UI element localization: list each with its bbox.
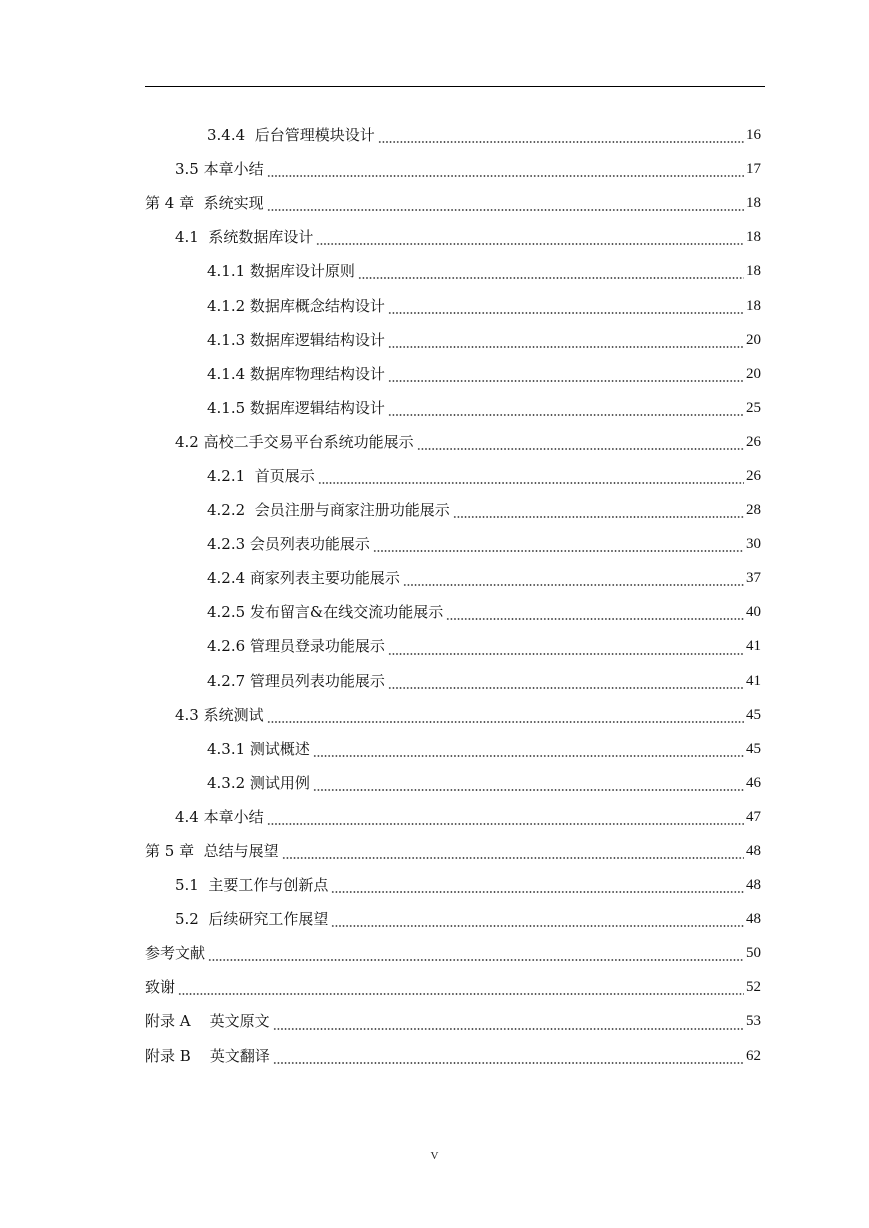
toc-entry[interactable] <box>145 629 761 663</box>
toc-entry-page: 18 <box>746 263 761 280</box>
toc-entry-page: 18 <box>746 297 761 314</box>
toc-entry-page: 48 <box>746 843 761 860</box>
dot-leader <box>403 584 744 586</box>
toc-entry-title: 附录 A 英文原文 <box>145 1012 270 1031</box>
dot-leader <box>313 789 744 791</box>
dot-leader <box>388 380 744 382</box>
toc-entry[interactable] <box>145 425 761 459</box>
toc-entry-title: 4.1.1 数据库设计原则 <box>207 262 355 281</box>
dot-leader <box>378 141 744 143</box>
toc-entry[interactable] <box>145 357 761 391</box>
toc-entry-title: 第 4 章 系统实现 <box>145 194 264 213</box>
toc-entry-title: 4.3.1 测试概述 <box>207 739 310 758</box>
toc-entry-page: 16 <box>746 127 761 144</box>
toc-entry-page: 45 <box>746 706 761 723</box>
dot-leader <box>313 755 744 757</box>
toc-entry[interactable] <box>145 186 761 220</box>
toc-entry-page: 26 <box>746 467 761 484</box>
dot-leader <box>373 550 744 552</box>
toc-entry-page: 47 <box>746 808 761 825</box>
header-rule <box>145 86 765 87</box>
dot-leader <box>208 959 744 961</box>
toc-entry-page: 18 <box>746 195 761 212</box>
toc-entry[interactable] <box>145 288 761 322</box>
toc-entry-title: 4.4 本章小结 <box>175 807 264 826</box>
toc-entry-title: 4.2 高校二手交易平台系统功能展示 <box>175 432 414 451</box>
toc-entry-page: 25 <box>746 399 761 416</box>
dot-leader <box>388 414 744 416</box>
toc-entry[interactable] <box>145 254 761 288</box>
toc-entry-title: 4.3.2 测试用例 <box>207 773 310 792</box>
toc-entry[interactable] <box>145 800 761 834</box>
dot-leader <box>273 1028 744 1030</box>
toc-entry-page: 46 <box>746 774 761 791</box>
dot-leader <box>358 277 744 279</box>
toc-entry-page: 53 <box>746 1013 761 1030</box>
toc-entry-title: 4.1 系统数据库设计 <box>175 228 314 247</box>
toc-entry[interactable] <box>145 936 761 970</box>
toc-entry-page: 37 <box>746 570 761 587</box>
page-number: V <box>430 1150 439 1162</box>
toc-entry[interactable] <box>145 834 761 868</box>
toc-entry-page: 26 <box>746 433 761 450</box>
toc-entry[interactable] <box>145 698 761 732</box>
toc-entry[interactable] <box>145 561 761 595</box>
toc-entry-title: 5.1 主要工作与创新点 <box>175 876 329 895</box>
dot-leader <box>267 823 744 825</box>
toc-entry[interactable] <box>145 1004 761 1038</box>
dot-leader <box>267 721 744 723</box>
toc-entry-page: 41 <box>746 672 761 689</box>
toc-entry-title: 附录 B 英文翻译 <box>145 1046 270 1065</box>
dot-leader <box>282 857 744 859</box>
toc-entry-title: 4.2.4 商家列表主要功能展示 <box>207 569 400 588</box>
toc-entry-title: 4.2.2 会员注册与商家注册功能展示 <box>207 501 450 520</box>
dot-leader <box>318 482 744 484</box>
toc-entry-page: 20 <box>746 331 761 348</box>
toc-entry[interactable] <box>145 220 761 254</box>
toc-entry-page: 41 <box>746 638 761 655</box>
toc-entry-title: 4.1.2 数据库概念结构设计 <box>207 296 385 315</box>
dot-leader <box>417 448 744 450</box>
toc-entry[interactable] <box>145 664 761 698</box>
dot-leader <box>453 516 744 518</box>
dot-leader <box>178 993 744 995</box>
dot-leader <box>331 925 744 927</box>
toc-entry-page: 40 <box>746 604 761 621</box>
table-of-contents <box>145 118 761 1073</box>
toc-entry-title: 3.5 本章小结 <box>175 160 264 179</box>
toc-entry-title: 5.2 后续研究工作展望 <box>175 910 329 929</box>
toc-entry[interactable] <box>145 152 761 186</box>
dot-leader <box>388 312 744 314</box>
dot-leader <box>267 175 744 177</box>
toc-entry-page: 48 <box>746 911 761 928</box>
toc-entry[interactable] <box>145 970 761 1004</box>
toc-entry-title: 4.1.3 数据库逻辑结构设计 <box>207 330 385 349</box>
toc-entry-page: 52 <box>746 979 761 996</box>
toc-entry[interactable] <box>145 391 761 425</box>
toc-entry-title: 4.3 系统测试 <box>175 705 264 724</box>
toc-entry-title: 4.1.5 数据库逻辑结构设计 <box>207 398 385 417</box>
dot-leader <box>267 209 744 211</box>
toc-entry-title: 4.1.4 数据库物理结构设计 <box>207 364 385 383</box>
toc-entry-title: 参考文献 <box>145 944 206 963</box>
toc-entry[interactable] <box>145 732 761 766</box>
toc-entry-title: 3.4.4 后台管理模块设计 <box>207 126 375 145</box>
toc-entry-page: 50 <box>746 945 761 962</box>
dot-leader <box>316 243 744 245</box>
dot-leader <box>273 1062 744 1064</box>
dot-leader <box>446 618 744 620</box>
toc-entry-page: 48 <box>746 877 761 894</box>
toc-entry[interactable] <box>145 118 761 152</box>
dot-leader <box>388 687 744 689</box>
toc-entry[interactable] <box>145 493 761 527</box>
toc-entry-page: 62 <box>746 1047 761 1064</box>
toc-entry[interactable] <box>145 459 761 493</box>
toc-entry[interactable] <box>145 527 761 561</box>
toc-entry-title: 4.2.6 管理员登录功能展示 <box>207 637 385 656</box>
toc-entry-page: 18 <box>746 229 761 246</box>
toc-entry-page: 30 <box>746 536 761 553</box>
toc-entry-title: 4.2.3 会员列表功能展示 <box>207 535 370 554</box>
dot-leader <box>331 891 744 893</box>
toc-entry-page: 45 <box>746 740 761 757</box>
toc-entry-title: 致谢 <box>145 978 176 997</box>
toc-entry[interactable] <box>145 595 761 629</box>
toc-entry[interactable] <box>145 323 761 357</box>
toc-entry-title: 4.2.7 管理员列表功能展示 <box>207 671 385 690</box>
toc-entry[interactable] <box>145 766 761 800</box>
toc-entry[interactable] <box>145 1039 761 1073</box>
dot-leader <box>388 346 744 348</box>
toc-entry-title: 4.2.5 发布留言&在线交流功能展示 <box>207 603 444 622</box>
toc-entry-page: 17 <box>746 161 761 178</box>
toc-entry-title: 4.2.1 首页展示 <box>207 466 315 485</box>
toc-entry[interactable] <box>145 868 761 902</box>
toc-entry-title: 第 5 章 总结与展望 <box>145 842 279 861</box>
toc-entry-page: 28 <box>746 502 761 519</box>
toc-entry[interactable] <box>145 902 761 936</box>
dot-leader <box>388 653 744 655</box>
toc-entry-page: 20 <box>746 365 761 382</box>
